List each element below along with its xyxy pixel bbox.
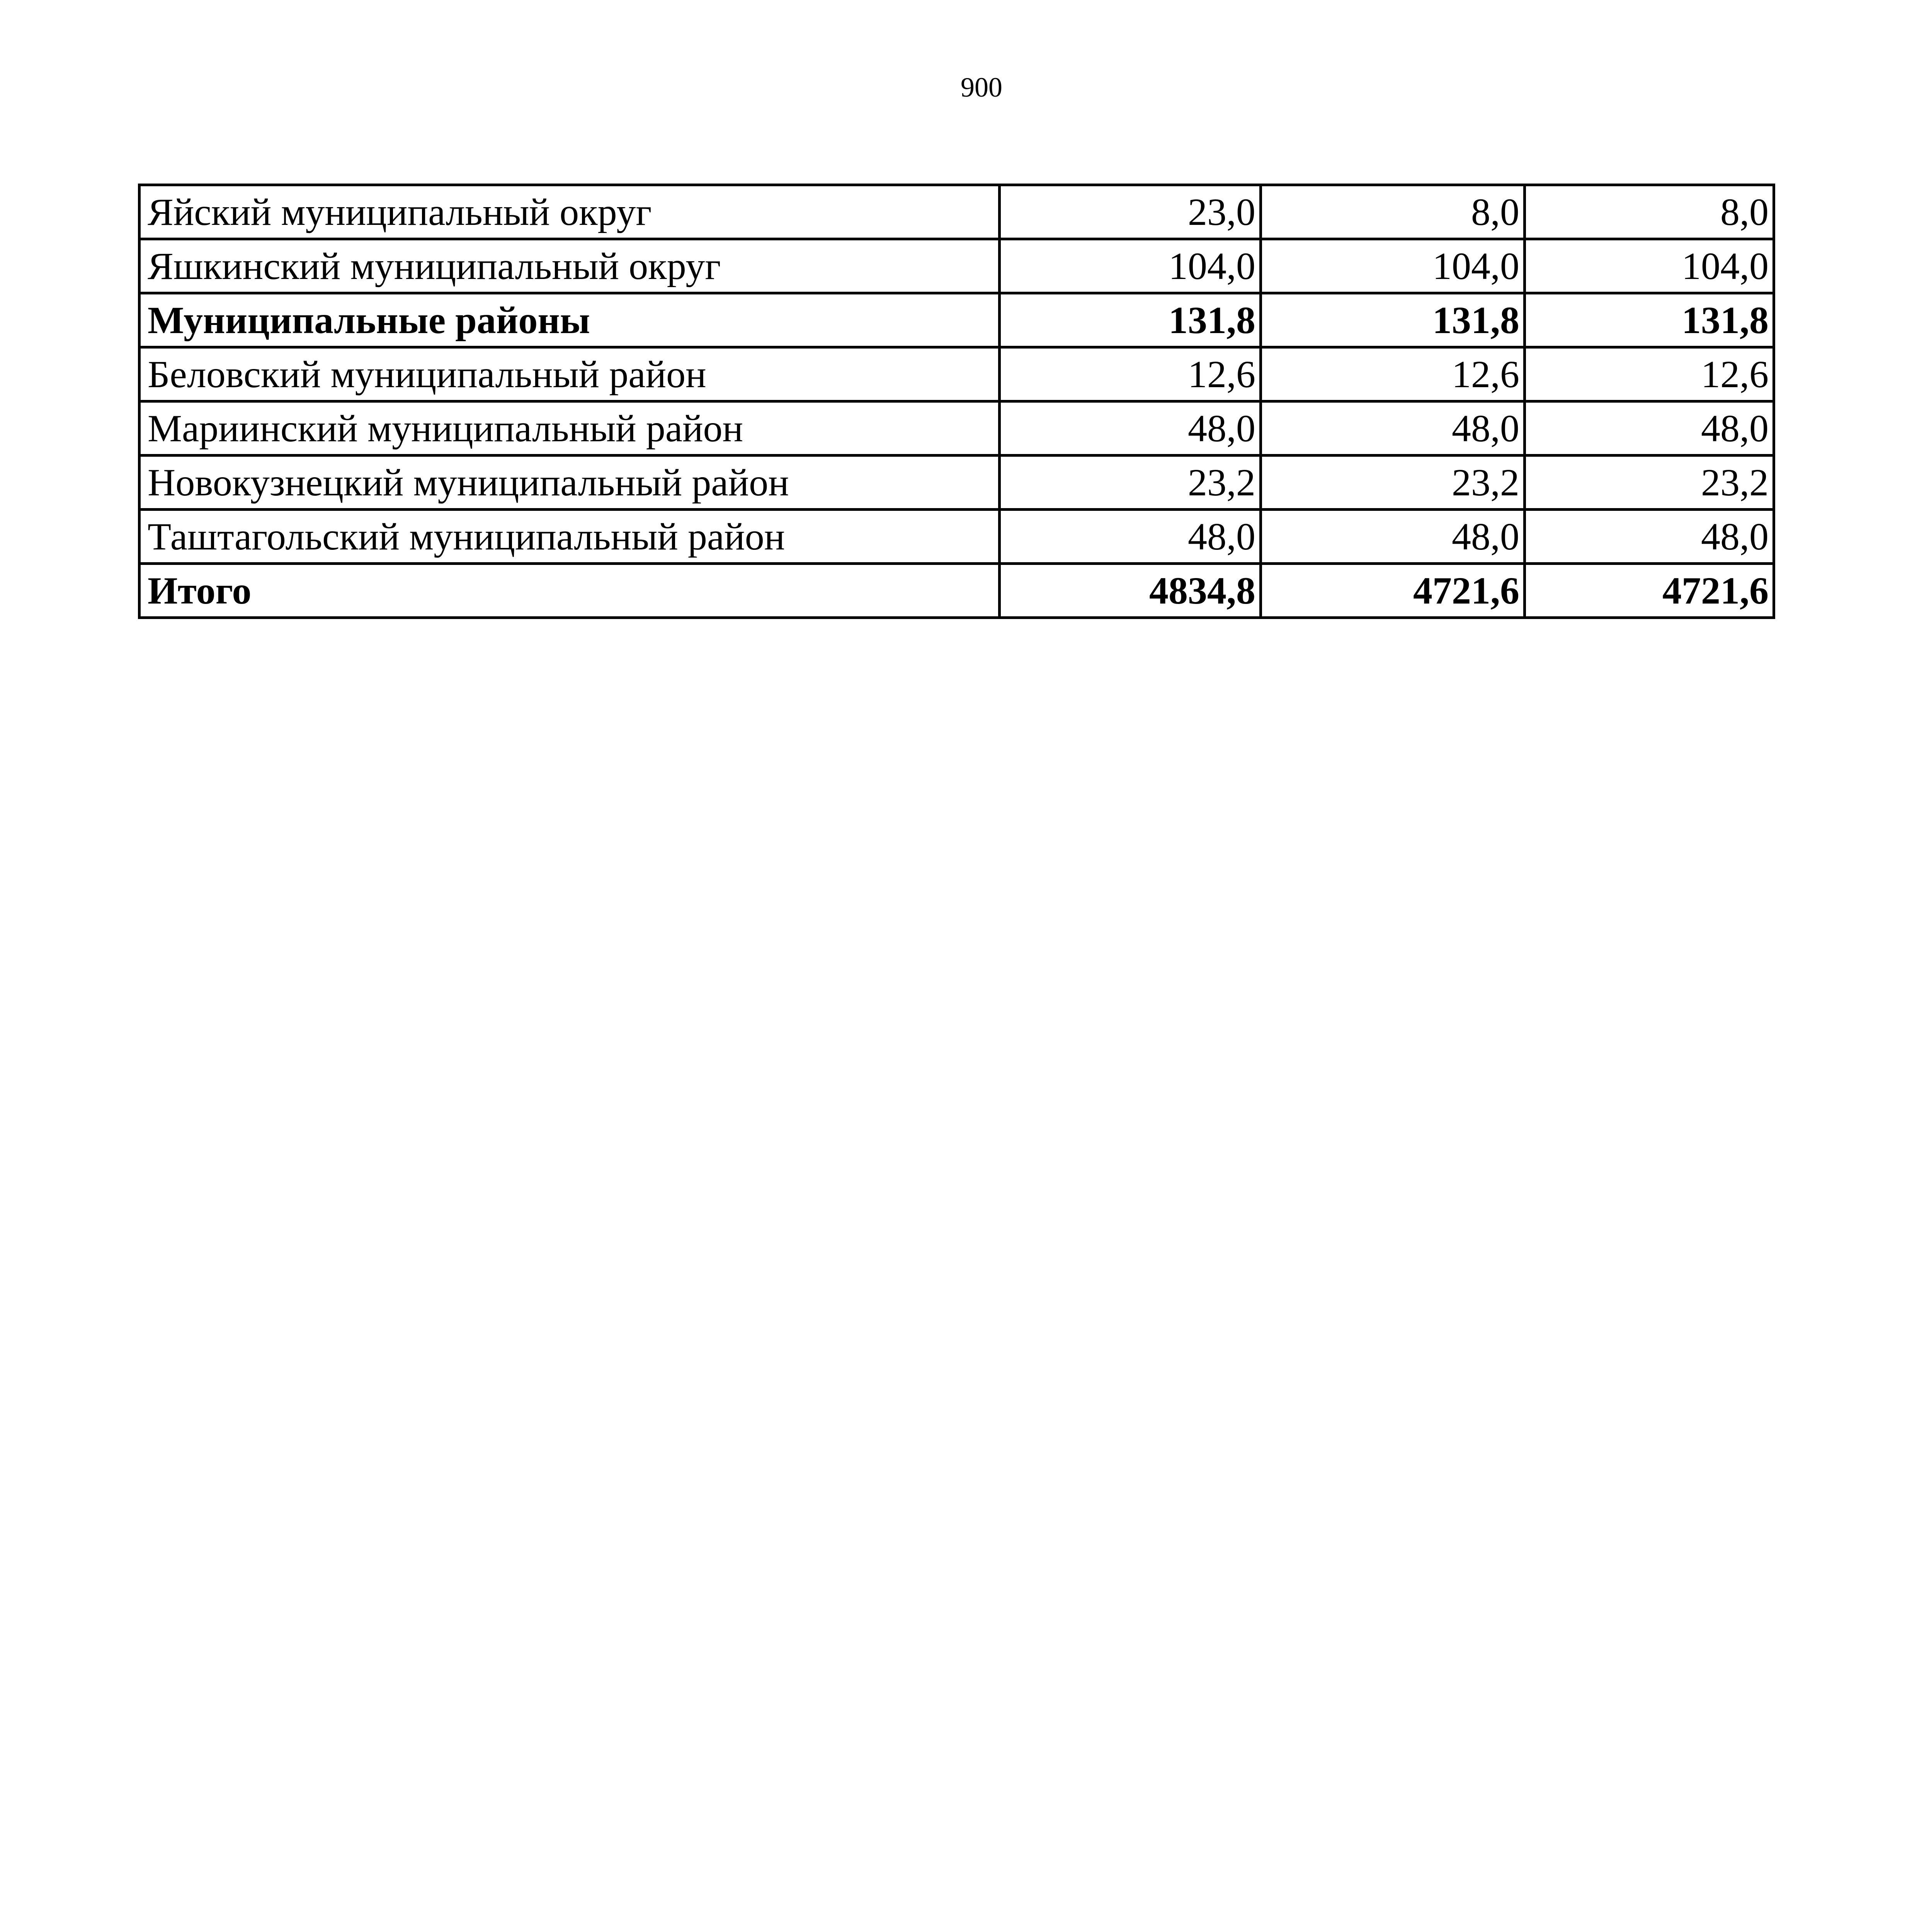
row-name-cell: Муниципальные районы	[139, 293, 1000, 347]
value-cell-1: 23,0	[1000, 185, 1261, 239]
row-name-cell: Таштагольский муниципальный район	[139, 510, 1000, 564]
subtotal-row	[139, 293, 1774, 347]
row-name-cell: Беловский муниципальный район	[139, 347, 1000, 401]
value-cell-3: 48,0	[1525, 510, 1774, 564]
value-cell-2: 12,6	[1261, 347, 1525, 401]
value-cell-1: 48,0	[1000, 401, 1261, 456]
value-cell-2: 48,0	[1261, 510, 1525, 564]
value-cell-2: 4721,6	[1261, 564, 1525, 618]
value-cell-2: 23,2	[1261, 456, 1525, 510]
row-name-cell: Мариинский муниципальный район	[139, 401, 1000, 456]
data-table	[138, 184, 1775, 619]
row-name-cell: Итого	[139, 564, 1000, 618]
value-cell-2: 131,8	[1261, 293, 1525, 347]
value-cell-3: 8,0	[1525, 185, 1774, 239]
table-row	[139, 456, 1774, 510]
table-row	[139, 401, 1774, 456]
row-name-cell: Яшкинский муниципальный округ	[139, 239, 1000, 293]
value-cell-3: 48,0	[1525, 401, 1774, 456]
value-cell-3: 131,8	[1525, 293, 1774, 347]
value-cell-3: 23,2	[1525, 456, 1774, 510]
value-cell-3: 4721,6	[1525, 564, 1774, 618]
value-cell-3: 104,0	[1525, 239, 1774, 293]
table-row	[139, 239, 1774, 293]
page-number: 900	[961, 72, 1002, 103]
value-cell-2: 48,0	[1261, 401, 1525, 456]
value-cell-1: 131,8	[1000, 293, 1261, 347]
value-cell-3: 12,6	[1525, 347, 1774, 401]
table-row	[139, 347, 1774, 401]
table-row	[139, 185, 1774, 239]
row-name-cell: Яйский муниципальный округ	[139, 185, 1000, 239]
value-cell-2: 104,0	[1261, 239, 1525, 293]
row-name-cell: Новокузнецкий муниципальный район	[139, 456, 1000, 510]
value-cell-1: 23,2	[1000, 456, 1261, 510]
value-cell-2: 8,0	[1261, 185, 1525, 239]
value-cell-1: 48,0	[1000, 510, 1261, 564]
value-cell-1: 104,0	[1000, 239, 1261, 293]
value-cell-1: 4834,8	[1000, 564, 1261, 618]
table-row	[139, 510, 1774, 564]
total-row	[139, 564, 1774, 618]
value-cell-1: 12,6	[1000, 347, 1261, 401]
